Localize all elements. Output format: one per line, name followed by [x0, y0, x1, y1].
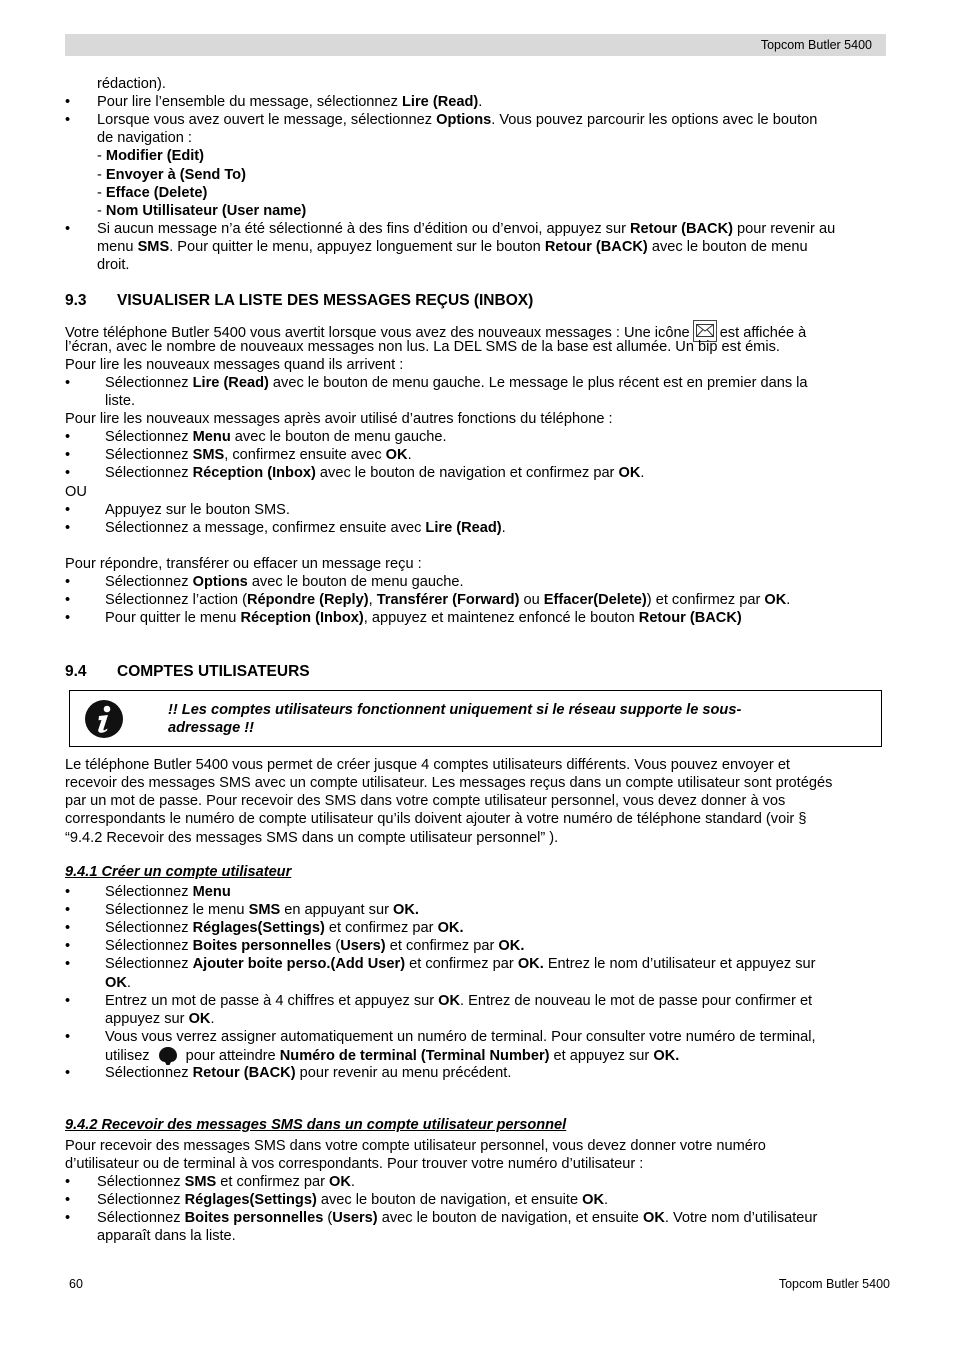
bullet: •: [65, 1029, 71, 1045]
info-note-box: [69, 690, 882, 747]
list-item: Sélectionnez le menu SMS en appuyant sur OK.: [105, 902, 419, 918]
text-line: Pour répondre, transférer ou effacer un message reçu :: [65, 556, 422, 572]
text-line: appuyez sur OK.: [105, 1011, 215, 1027]
bullet: •: [65, 610, 71, 626]
bullet: •: [65, 884, 71, 900]
note-text: !! Les comptes utilisateurs fonctionnent uniquement si le réseau supporte le sous-: [168, 702, 742, 718]
list-item: Si aucun message n’a été sélectionné à des fins d’édition ou d’envoi, appuyez sur Retour (BACK) pour revenir au: [97, 221, 836, 237]
header-title: Topcom Butler 5400: [760, 38, 872, 52]
list-item: Vous vous verrez assigner automatiquement un numéro de terminal. Pour consulter votre numéro de terminal,: [105, 1029, 816, 1045]
bullet: •: [65, 429, 71, 445]
text-line: Pour lire les nouveaux messages après avoir utilisé d’autres fonctions du téléphone :: [65, 411, 613, 427]
bullet: •: [65, 447, 71, 463]
bullet: •: [65, 938, 71, 954]
text-line: liste.: [105, 393, 136, 409]
subsection-title: 9.4.2 Recevoir des messages SMS dans un compte utilisateur personnel: [65, 1117, 567, 1133]
text-line: recevoir des messages SMS avec un compte utilisateur. Les messages reçus dans un compte utilisateur sont protégés: [65, 775, 833, 791]
text-line: d’utilisateur ou de terminal à vos correspondants. Pour trouver votre numéro d’utilisateur :: [65, 1156, 644, 1172]
info-icon: [84, 699, 124, 739]
section-title: COMPTES UTILISATEURS: [117, 663, 310, 680]
bullet: •: [65, 993, 71, 1009]
list-item: Sélectionnez Réglages(Settings) et confirmez par OK.: [105, 920, 464, 936]
text-line: “9.4.2 Recevoir des messages SMS dans un compte utilisateur personnel” ).: [65, 830, 559, 846]
nav-key-icon: [158, 1046, 178, 1066]
list-item: Sélectionnez SMS et confirmez par OK.: [97, 1174, 355, 1190]
text-line: Le téléphone Butler 5400 vous permet de créer jusque 4 comptes utilisateurs différents. Vous pouvez envoyer et: [65, 757, 790, 773]
bullet: •: [65, 221, 71, 237]
text-line: Pour recevoir des messages SMS dans votre compte utilisateur personnel, vous devez donner votre numéro: [65, 1138, 766, 1154]
bullet: •: [65, 112, 71, 128]
bullet: •: [65, 574, 71, 590]
bullet: •: [65, 956, 71, 972]
text-line: OK.: [105, 975, 131, 991]
list-item: Lorsque vous avez ouvert le message, sélectionnez Options. Vous pouvez parcourir les options avec le bouton: [97, 112, 818, 128]
list-item: Sélectionnez Retour (BACK) pour revenir au menu précédent.: [105, 1065, 512, 1081]
option-item: - Envoyer à (Send To): [97, 167, 246, 183]
section-number: 9.3: [65, 292, 87, 309]
text-line: droit.: [97, 257, 130, 273]
text-line: utilisez pour atteindre Numéro de terminal (Terminal Number) et appuyez sur OK.: [105, 1048, 680, 1064]
subsection-title: 9.4.1 Créer un compte utilisateur: [65, 864, 292, 880]
text-line: Pour lire les nouveaux messages quand ils arrivent :: [65, 357, 404, 373]
list-item: Sélectionnez Menu avec le bouton de menu gauche.: [105, 429, 447, 445]
list-item: Sélectionnez Ajouter boite perso.(Add User) et confirmez par OK. Entrez le nom d’utilisateur et appuyez sur: [105, 956, 816, 972]
text-line: menu SMS. Pour quitter le menu, appuyez longuement sur le bouton Retour (BACK) avec le bouton de menu: [97, 239, 808, 255]
bullet: •: [65, 465, 71, 481]
page-header: [65, 34, 886, 56]
bullet: •: [65, 920, 71, 936]
bullet: •: [65, 902, 71, 918]
bullet: •: [65, 375, 71, 391]
bullet: •: [65, 94, 71, 110]
text-line: par un mot de passe. Pour recevoir des SMS dans votre compte utilisateur personnel, vous devez donner à vos: [65, 793, 786, 809]
bullet: •: [65, 592, 71, 608]
option-item: - Nom Utillisateur (User name): [97, 203, 307, 219]
section-title: VISUALISER LA LISTE DES MESSAGES REÇUS (INBOX): [117, 292, 534, 309]
list-item: Sélectionnez Réglages(Settings) avec le bouton de navigation, et ensuite OK.: [97, 1192, 609, 1208]
section-number: 9.4: [65, 663, 87, 680]
bullet: •: [65, 520, 71, 536]
list-item: Sélectionnez Réception (Inbox) avec le bouton de navigation et confirmez par OK.: [105, 465, 645, 481]
text-line: l’écran, avec le nombre de nouveaux messages non lus. La DEL SMS de la base est allumée. Un bip est émis.: [65, 339, 780, 355]
page-number: 60: [69, 1277, 83, 1291]
list-item: Sélectionnez Boites personnelles (Users) avec le bouton de navigation, et ensuite OK. Votre nom d’utilisateur: [97, 1210, 818, 1226]
text-line: apparaît dans la liste.: [97, 1228, 236, 1244]
text-line: OU: [65, 484, 87, 500]
text-line: de navigation :: [97, 130, 192, 146]
list-item: Sélectionnez Options avec le bouton de menu gauche.: [105, 574, 464, 590]
bullet: •: [65, 1210, 71, 1226]
footer-product: Topcom Butler 5400: [778, 1277, 890, 1291]
text-line: correspondants le numéro de compte utilisateur qu’ils doivent ajouter à votre numéro de téléphone standard (voir §: [65, 811, 807, 827]
list-item: Sélectionnez Lire (Read) avec le bouton de menu gauche. Le message le plus récent est en premier dans la: [105, 375, 808, 391]
list-item: Sélectionnez SMS, confirmez ensuite avec OK.: [105, 447, 412, 463]
list-item: Sélectionnez l’action (Répondre (Reply), Transférer (Forward) ou Effacer(Delete)) et confirmez par OK.: [105, 592, 791, 608]
list-item: Pour lire l’ensemble du message, sélectionnez Lire (Read).: [97, 94, 483, 110]
list-item: Appuyez sur le bouton SMS.: [105, 502, 290, 518]
bullet: •: [65, 1065, 71, 1081]
bullet: •: [65, 1174, 71, 1190]
list-item: Pour quitter le menu Réception (Inbox), appuyez et maintenez enfoncé le bouton Retour (BACK): [105, 610, 742, 626]
note-text: adressage !!: [168, 720, 254, 736]
text-line: Votre téléphone Butler 5400 vous avertit lorsque vous avez des nouveaux messages : Une icône est affichée à: [65, 320, 806, 342]
text-line: rédaction).: [97, 76, 166, 92]
list-item: Sélectionnez Boites personnelles (Users) et confirmez par OK.: [105, 938, 525, 954]
list-item: Sélectionnez a message, confirmez ensuite avec Lire (Read).: [105, 520, 506, 536]
list-item: Entrez un mot de passe à 4 chiffres et appuyez sur OK. Entrez de nouveau le mot de passe pour confirmer et: [105, 993, 813, 1009]
bullet: •: [65, 502, 71, 518]
bullet: •: [65, 1192, 71, 1208]
option-item: - Efface (Delete): [97, 185, 208, 201]
option-item: - Modifier (Edit): [97, 148, 205, 164]
list-item: Sélectionnez Menu: [105, 884, 231, 900]
